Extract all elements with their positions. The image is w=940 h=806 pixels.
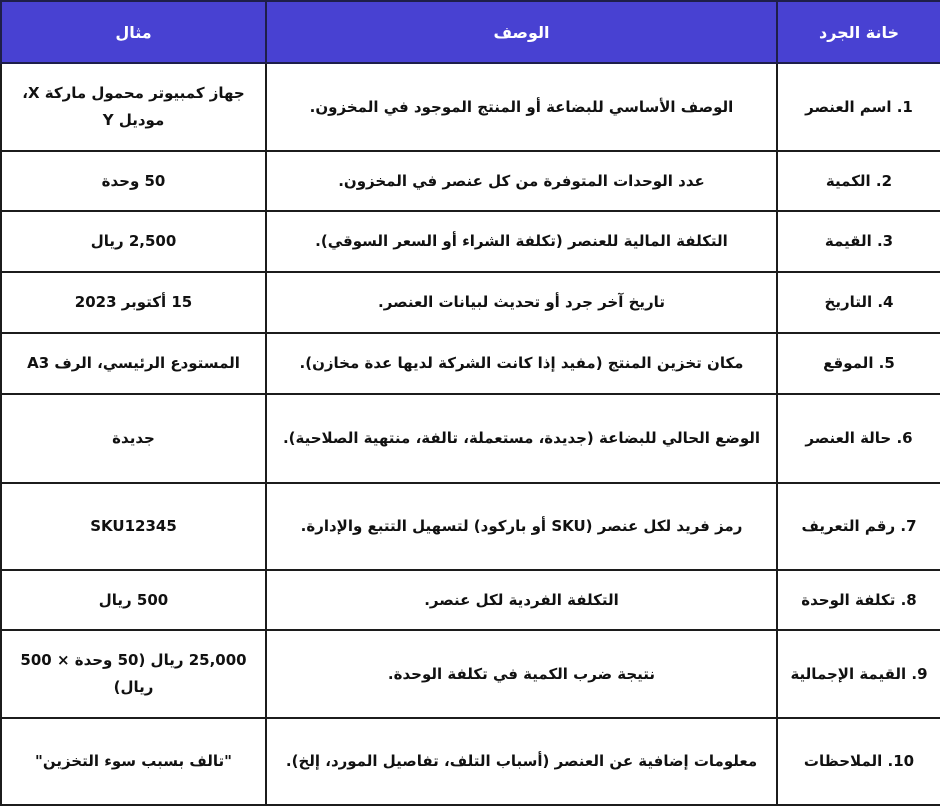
table-row (1, 63, 940, 151)
description-cell: الوصف الأساسي للبضاعة أو المنتج الموجود في المخزون. (266, 63, 777, 151)
description-cell: الوضع الحالي للبضاعة (جديدة، مستعملة، تالفة، منتهية الصلاحية). (266, 394, 777, 483)
description-cell: رمز فريد لكل عنصر (SKU أو باركود) لتسهيل التتبع والإدارة. (266, 483, 777, 570)
example-cell: جهاز كمبيوتر محمول ماركة X، موديل Y (1, 63, 266, 151)
description-cell: التكلفة المالية للعنصر (تكلفة الشراء أو السعر السوقي). (266, 211, 777, 272)
table-row (1, 630, 940, 718)
field-cell: 2. الكمية (777, 151, 940, 211)
field-cell: 1. اسم العنصر (777, 63, 940, 151)
example-cell: 2,500 ريال (1, 211, 266, 272)
field-cell: 8. تكلفة الوحدة (777, 570, 940, 630)
example-cell: "تالف بسبب سوء التخزين" (1, 718, 266, 805)
example-cell: جديدة (1, 394, 266, 483)
header-description: الوصف (266, 1, 777, 63)
example-cell: 25,000 ريال (50 وحدة × 500 ريال) (1, 630, 266, 718)
example-cell: SKU12345 (1, 483, 266, 570)
header-example: مثال (1, 1, 266, 63)
table-row (1, 333, 940, 394)
example-cell: المستودع الرئيسي، الرف A3 (1, 333, 266, 394)
field-cell: 3. القيمة (777, 211, 940, 272)
description-cell: مكان تخزين المنتج (مفيد إذا كانت الشركة لديها عدة مخازن). (266, 333, 777, 394)
header-field: خانة الجرد (777, 1, 940, 63)
table-row (1, 272, 940, 333)
description-cell: تاريخ آخر جرد أو تحديث لبيانات العنصر. (266, 272, 777, 333)
field-cell: 7. رقم التعريف (777, 483, 940, 570)
example-cell: 15 أكتوبر 2023 (1, 272, 266, 333)
table-row (1, 394, 940, 483)
description-cell: التكلفة الفردية لكل عنصر. (266, 570, 777, 630)
description-cell: نتيجة ضرب الكمية في تكلفة الوحدة. (266, 630, 777, 718)
description-cell: عدد الوحدات المتوفرة من كل عنصر في المخزون. (266, 151, 777, 211)
field-cell: 9. القيمة الإجمالية (777, 630, 940, 718)
example-cell: 50 وحدة (1, 151, 266, 211)
table-row (1, 718, 940, 805)
table-row (1, 483, 940, 570)
field-cell: 4. التاريخ (777, 272, 940, 333)
field-cell: 6. حالة العنصر (777, 394, 940, 483)
table-row (1, 570, 940, 630)
field-cell: 5. الموقع (777, 333, 940, 394)
description-cell: معلومات إضافية عن العنصر (أسباب التلف، تفاصيل المورد، إلخ). (266, 718, 777, 805)
table-row (1, 211, 940, 272)
table-row (1, 151, 940, 211)
field-cell: 10. الملاحظات (777, 718, 940, 805)
example-cell: 500 ريال (1, 570, 266, 630)
header-row (1, 1, 940, 63)
